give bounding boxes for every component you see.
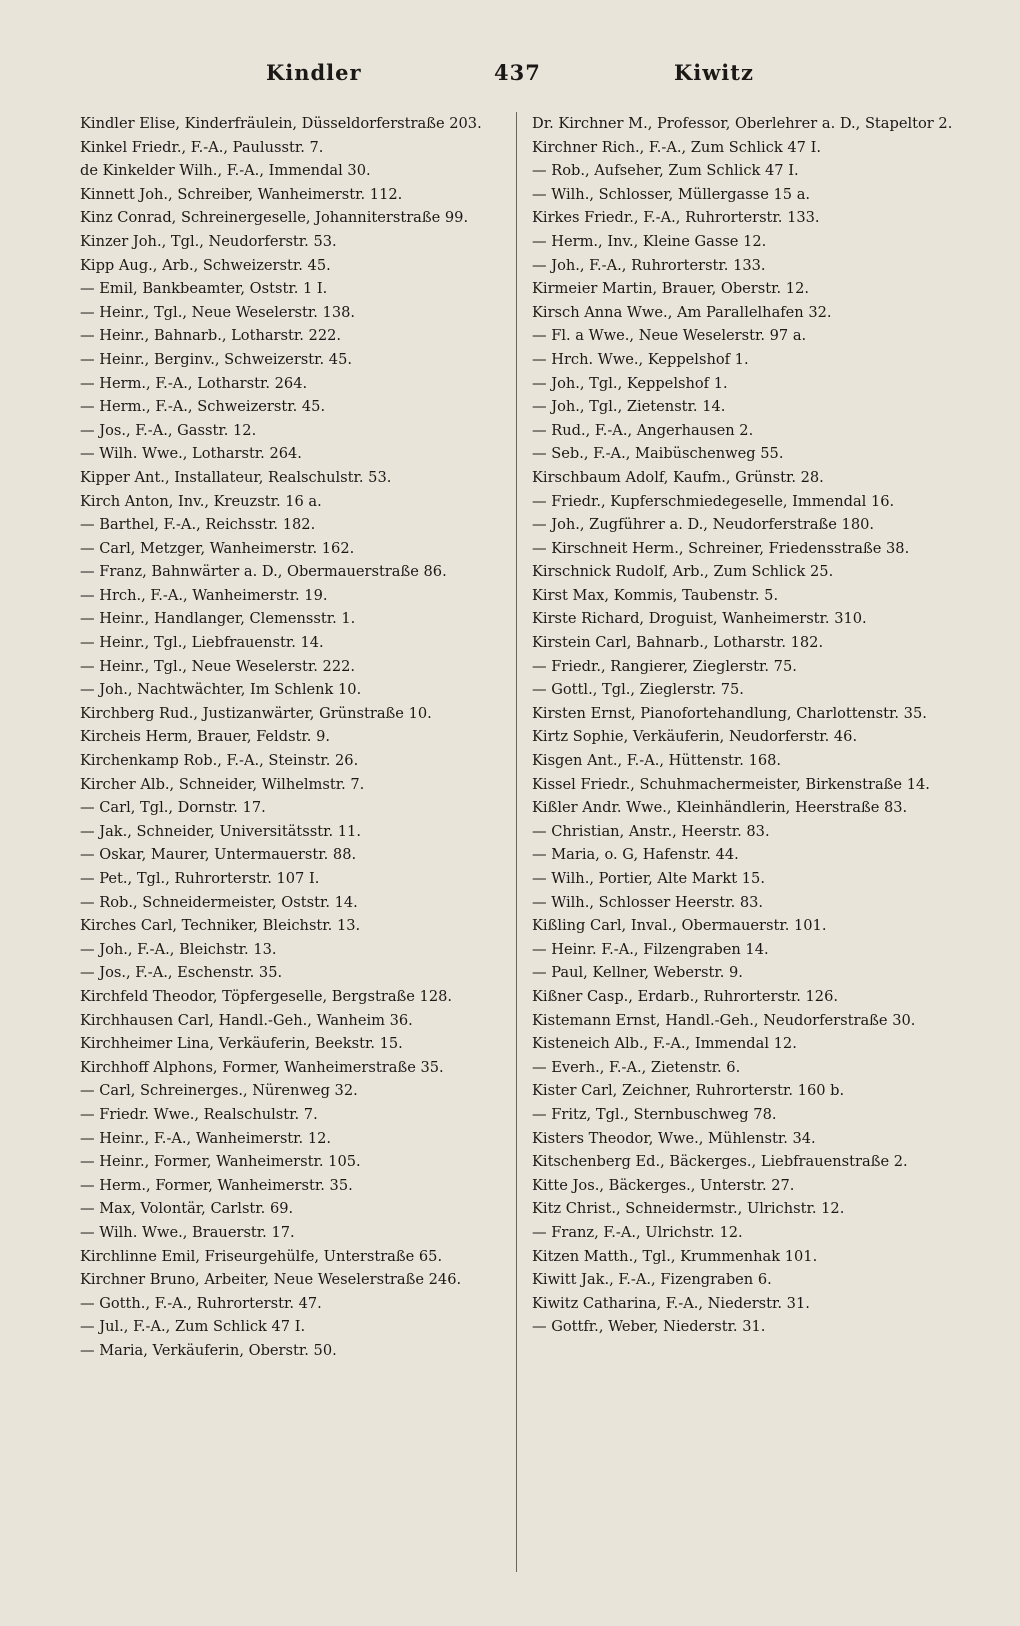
directory-entry: — Herm., F.-A., Lotharstr. 264. (80, 374, 308, 392)
directory-entry: Kisgen Ant., F.-A., Hüttenstr. 168. (532, 752, 782, 770)
directory-entry: — Fritz, Tgl., Sternbuschweg 78. (532, 1105, 777, 1123)
directory-entry: — Heinr., Tgl., Neue Weselerstr. 222. (80, 657, 356, 675)
directory-entry: — Joh., Nachtwächter, Im Schlenk 10. (80, 681, 362, 699)
directory-entry: Kisters Theodor, Wwe., Mühlenstr. 34. (532, 1129, 816, 1147)
directory-entry: — Heinr., Tgl., Liebfrauenstr. 14. (80, 634, 324, 652)
directory-entry: Kitte Jos., Bäckerges., Unterstr. 27. (532, 1176, 795, 1194)
column-divider (516, 112, 517, 1572)
directory-entry: Kircher Alb., Schneider, Wilhelmstr. 7. (80, 775, 365, 793)
directory-entry: — Kirschneit Herm., Schreiner, Friedensstraße 38. (532, 539, 910, 557)
directory-entry: — Wilh. Wwe., Brauerstr. 17. (80, 1223, 295, 1241)
directory-entry: — Barthel, F.-A., Reichsstr. 182. (80, 516, 316, 534)
directory-entry: — Carl, Tgl., Dornstr. 17. (80, 799, 266, 817)
directory-entry: Kirmeier Martin, Brauer, Oberstr. 12. (532, 280, 809, 298)
left-column (80, 112, 504, 1362)
directory-entry: Kinzer Joh., Tgl., Neudorferstr. 53. (80, 232, 337, 250)
directory-entry: Kirches Carl, Techniker, Bleichstr. 13. (80, 917, 361, 935)
directory-entry: — Hrch. Wwe., Keppelshof 1. (532, 350, 749, 368)
directory-entry: — Jul., F.-A., Zum Schlick 47 I. (80, 1318, 306, 1336)
directory-entry: — Gotth., F.-A., Ruhrorterstr. 47. (80, 1294, 322, 1312)
directory-entry: Kinkel Friedr., F.-A., Paulusstr. 7. (80, 138, 324, 156)
directory-entry: — Heinr., Berginv., Schweizerstr. 45. (80, 350, 353, 368)
directory-entry: — Heinr., Tgl., Neue Weselerstr. 138. (80, 303, 356, 321)
directory-entry: — Wilh., Schlosser Heerstr. 83. (532, 893, 764, 911)
directory-entry: — Heinr., F.-A., Wanheimerstr. 12. (80, 1129, 332, 1147)
directory-entry: Kirchberg Rud., Justizanwärter, Grünstraße 10. (80, 704, 432, 722)
directory-entry: — Fl. a Wwe., Neue Weselerstr. 97 a. (532, 327, 807, 345)
directory-entry: — Christian, Anstr., Heerstr. 83. (532, 822, 770, 840)
directory-entry: — Carl, Schreinerges., Nürenweg 32. (80, 1082, 358, 1100)
directory-entry: Kißling Carl, Inval., Obermauerstr. 101. (532, 917, 827, 935)
directory-entry: Kircheis Herm, Brauer, Feldstr. 9. (80, 728, 330, 746)
directory-entry: Kirchhoff Alphons, Former, Wanheimerstraße 35. (80, 1058, 444, 1076)
directory-entry: Kinz Conrad, Schreinergeselle, Johanniterstraße 99. (80, 209, 469, 227)
directory-entry: — Friedr. Wwe., Realschulstr. 7. (80, 1105, 318, 1123)
directory-entry: — Joh., F.-A., Ruhrorterstr. 133. (532, 256, 766, 274)
directory-entry: — Heinr., Bahnarb., Lotharstr. 222. (80, 327, 342, 345)
directory-entry: — Oskar, Maurer, Untermauerstr. 88. (80, 846, 357, 864)
directory-entry: Kirchheimer Lina, Verkäuferin, Beekstr. 15. (80, 1035, 403, 1053)
directory-entry: — Friedr., Kupferschmiedegeselle, Immendal 16. (532, 492, 895, 510)
directory-entry: — Gottfr., Weber, Niederstr. 31. (532, 1318, 766, 1336)
directory-entry: Kisteneich Alb., F.-A., Immendal 12. (532, 1035, 797, 1053)
directory-entry: — Joh., Tgl., Keppelshof 1. (532, 374, 728, 392)
directory-entry: — Rob., Aufseher, Zum Schlick 47 I. (532, 162, 799, 180)
directory-entry: de Kinkelder Wilh., F.-A., Immendal 30. (80, 162, 371, 180)
directory-entry: — Seb., F.-A., Maibüschenweg 55. (532, 445, 784, 463)
directory-entry: Kirsten Ernst, Pianofortehandlung, Charlottenstr. 35. (532, 704, 927, 722)
directory-entry: Kirchner Bruno, Arbeiter, Neue Weselerstraße 246. (80, 1271, 462, 1289)
directory-entry: Kirstein Carl, Bahnarb., Lotharstr. 182. (532, 634, 824, 652)
header-left-word: Kindler (266, 60, 362, 85)
directory-entry: Kirst Max, Kommis, Taubenstr. 5. (532, 586, 779, 604)
directory-entry: — Franz, Bahnwärter a. D., Obermauerstraße 86. (80, 563, 447, 581)
directory-entry: — Rud., F.-A., Angerhausen 2. (532, 421, 754, 439)
directory-entry: Kipp Aug., Arb., Schweizerstr. 45. (80, 256, 331, 274)
directory-entry: — Maria, o. G, Hafenstr. 44. (532, 846, 739, 864)
directory-entry: Kißler Andr. Wwe., Kleinhändlerin, Heerstraße 83. (532, 799, 908, 817)
directory-entry: — Wilh., Portier, Alte Markt 15. (532, 870, 765, 887)
directory-entry: — Maria, Verkäuferin, Oberstr. 50. (80, 1341, 337, 1359)
directory-entry: Kirchner Rich., F.-A., Zum Schlick 47 I. (532, 138, 821, 156)
directory-entry: — Rob., Schneidermeister, Oststr. 14. (80, 893, 358, 911)
page-number: 437 (494, 60, 541, 85)
directory-entry: Kirchfeld Theodor, Töpfergeselle, Bergstraße 128. (80, 987, 453, 1005)
directory-entry: — Heinr. F.-A., Filzengraben 14. (532, 940, 769, 958)
directory-entry: — Jos., F.-A., Eschenstr. 35. (80, 964, 283, 982)
directory-entry: — Hrch., F.-A., Wanheimerstr. 19. (80, 586, 328, 604)
directory-entry: Kistemann Ernst, Handl.-Geh., Neudorferstraße 30. (532, 1011, 916, 1029)
directory-entry: — Heinr., Handlanger, Clemensstr. 1. (80, 610, 356, 628)
header-right-word: Kiwitz (674, 60, 754, 85)
directory-entry: — Joh., F.-A., Bleichstr. 13. (80, 940, 277, 958)
directory-entry: Kiwitt Jak., F.-A., Fizengraben 6. (532, 1271, 772, 1289)
directory-entry: Kiwitz Catharina, F.-A., Niederstr. 31. (532, 1294, 810, 1312)
directory-entry: Kirste Richard, Droguist, Wanheimerstr. 310. (532, 610, 867, 628)
directory-entry: Kister Carl, Zeichner, Ruhrorterstr. 160 b. (532, 1082, 845, 1100)
directory-entry: Kißner Casp., Erdarb., Ruhrorterstr. 126. (532, 987, 838, 1005)
directory-entry: — Max, Volontär, Carlstr. 69. (80, 1200, 294, 1218)
directory-entry: Kirschnick Rudolf, Arb., Zum Schlick 25. (532, 563, 834, 581)
directory-entry: — Wilh. Wwe., Lotharstr. 264. (80, 445, 302, 463)
directory-entry: Kipper Ant., Installateur, Realschulstr. 53. (80, 468, 392, 486)
directory-entry: — Herm., Former, Wanheimerstr. 35. (80, 1176, 353, 1194)
right-column (532, 112, 967, 1339)
directory-entry: — Heinr., Former, Wanheimerstr. 105. (80, 1153, 361, 1171)
directory-entry: Kirchlinne Emil, Friseurgehülfe, Unterstraße 65. (80, 1247, 443, 1265)
directory-entry: — Joh., Zugführer a. D., Neudorferstraße 180. (532, 516, 875, 534)
directory-entry: Kitschenberg Ed., Bäckerges., Liebfrauenstraße 2. (532, 1153, 908, 1171)
directory-entry: Kirch Anton, Inv., Kreuzstr. 16 a. (80, 492, 322, 510)
directory-entry: — Gottl., Tgl., Zieglerstr. 75. (532, 681, 744, 699)
directory-entry: — Paul, Kellner, Weberstr. 9. (532, 964, 743, 982)
directory-entry: — Franz, F.-A., Ulrichstr. 12. (532, 1223, 743, 1241)
directory-entry: — Jak., Schneider, Universitätsstr. 11. (80, 822, 361, 840)
directory-entry: Kirschbaum Adolf, Kaufm., Grünstr. 28. (532, 468, 824, 486)
directory-entry: — Joh., Tgl., Zietenstr. 14. (532, 398, 726, 416)
directory-entry: Kitzen Matth., Tgl., Krummenhak 101. (532, 1247, 818, 1265)
directory-entry: — Jos., F.-A., Gasstr. 12. (80, 421, 257, 439)
directory-entry: — Everh., F.-A., Zietenstr. 6. (532, 1058, 741, 1076)
directory-entry: — Carl, Metzger, Wanheimerstr. 162. (80, 539, 355, 557)
directory-entry: — Friedr., Rangierer, Zieglerstr. 75. (532, 657, 797, 675)
directory-entry: — Emil, Bankbeamter, Oststr. 1 I. (80, 280, 328, 298)
directory-entry: Kinnett Joh., Schreiber, Wanheimerstr. 112. (80, 185, 403, 203)
directory-entry: Kirchenkamp Rob., F.-A., Steinstr. 26. (80, 752, 359, 770)
directory-entry: Kirtz Sophie, Verkäuferin, Neudorferstr. 46. (532, 728, 858, 746)
directory-entry: Kindler Elise, Kinderfräulein, Düsseldorferstraße 203. (80, 115, 482, 132)
directory-entry: Kirchhausen Carl, Handl.-Geh., Wanheim 36. (80, 1011, 413, 1029)
directory-entry: Kissel Friedr., Schuhmachermeister, Birkenstraße 14. (532, 775, 930, 793)
directory-entry: — Herm., Inv., Kleine Gasse 12. (532, 232, 767, 250)
directory-entry: Kirsch Anna Wwe., Am Parallelhafen 32. (532, 303, 832, 321)
directory-entry: — Wilh., Schlosser, Müllergasse 15 a. (532, 185, 811, 203)
directory-entry: Dr. Kirchner M., Professor, Oberlehrer a. D., Stapeltor 2. (532, 115, 953, 132)
directory-entry: Kirkes Friedr., F.-A., Ruhrorterstr. 133. (532, 209, 820, 227)
directory-entry: — Herm., F.-A., Schweizerstr. 45. (80, 398, 326, 416)
directory-entry: — Pet., Tgl., Ruhrorterstr. 107 I. (80, 870, 320, 887)
directory-entry: Kitz Christ., Schneidermstr., Ulrichstr. 12. (532, 1200, 845, 1218)
